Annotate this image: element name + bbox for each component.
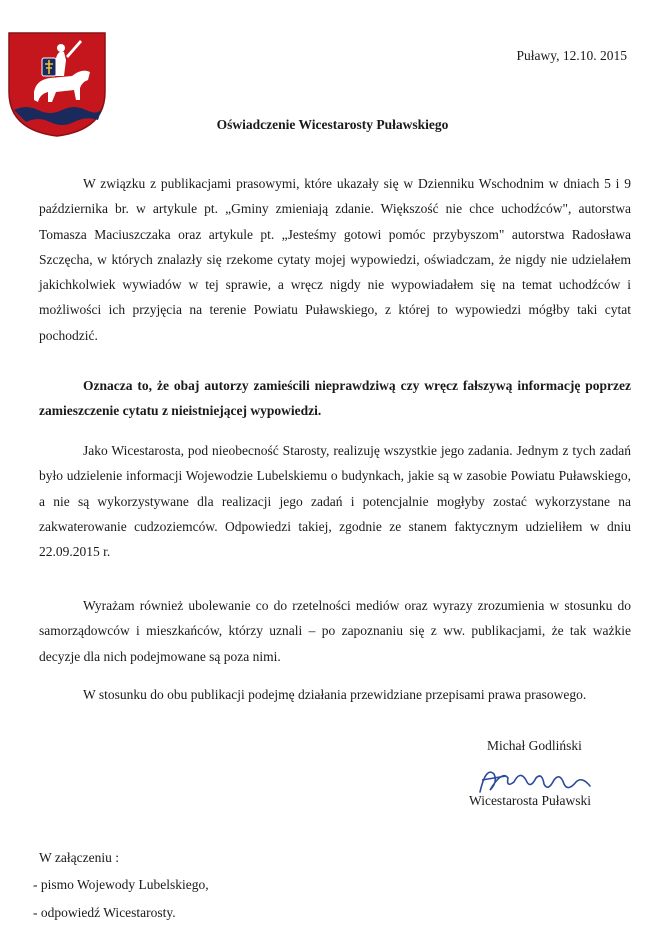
paragraph-2: Oznacza to, że obaj autorzy zamieścili nieprawdziwą czy wręcz fałszywą informację poprzez zamieszczenie cytatu z nieistniejącej wypowiedzi. xyxy=(39,378,631,419)
paragraph-4: Wyrażam również ubolewanie co do rzetelności mediów oraz wyrazy zrozumienia w stosunku do samorządowców i mieszkańców, którzy uznali – po zapoznaniu się z ww. publikacjami, że tak ważkie decyzje dla nich podejmowane są poza nimi. xyxy=(39,598,631,664)
attachment-item: - pismo Wojewody Lubelskiego, xyxy=(33,877,209,892)
paragraph-5: W stosunku do obu publikacji podejmę działania przewidziane przepisami prawa prasowego. xyxy=(83,687,587,702)
document-title: Oświadczenie Wicestarosty Puławskiego xyxy=(216,117,449,132)
attachment-item: - odpowiedź Wicestarosty. xyxy=(33,905,176,920)
paragraph-3: Jako Wicestarosta, pod nieobecność Starosty, realizuję wszystkie jego zadania. Jednym z tych zadań było udzielenie informacji Wojewodzie Lubelskiemu o budynkach, jakie są w zasobie Powiatu Puławskiego, a nie są wykorzystywane dla realizacji jego zadań i potencjalnie mogłyby zostać wykorzystane na zakwaterowanie cudzoziemców. Odpowiedzi takiej, zgodnie ze stanem faktycznym udzieliłem w dniu 22.09.2015 r. xyxy=(39,443,631,560)
signatory-role: Wicestarosta Puławski xyxy=(469,793,592,808)
attachments-heading: W załączeniu : xyxy=(39,850,119,865)
place-date: Puławy, 12.10. 2015 xyxy=(516,48,627,63)
signatory-name: Michał Godliński xyxy=(487,738,582,753)
paragraph-1: W związku z publikacjami prasowymi, które ukazały się w Dzienniku Wschodnim w dniach 5 i 9 października br. w artykule pt. „Gminy zmieniają zdanie. Większość nie chce uchodźców", autorstwa Tomasza Maciuszczaka oraz artykule pt. „Jesteśmy gotowi pomóc przybyszom" autorstwa Radosława Szczęcha, w których znalazły się rzekome cytaty mojej wypowiedzi, oświadczam, że nigdy nie udzielałem jakichkolwiek wywiadów w tej sprawie, a wręcz nigdy nie wypowiadałem się na temat uchodźców i możliwości ich przyjęcia na terenie Powiatu Puławskiego, z której to wypowiedzi mógłby taki cytat pochodzić. xyxy=(39,176,631,343)
